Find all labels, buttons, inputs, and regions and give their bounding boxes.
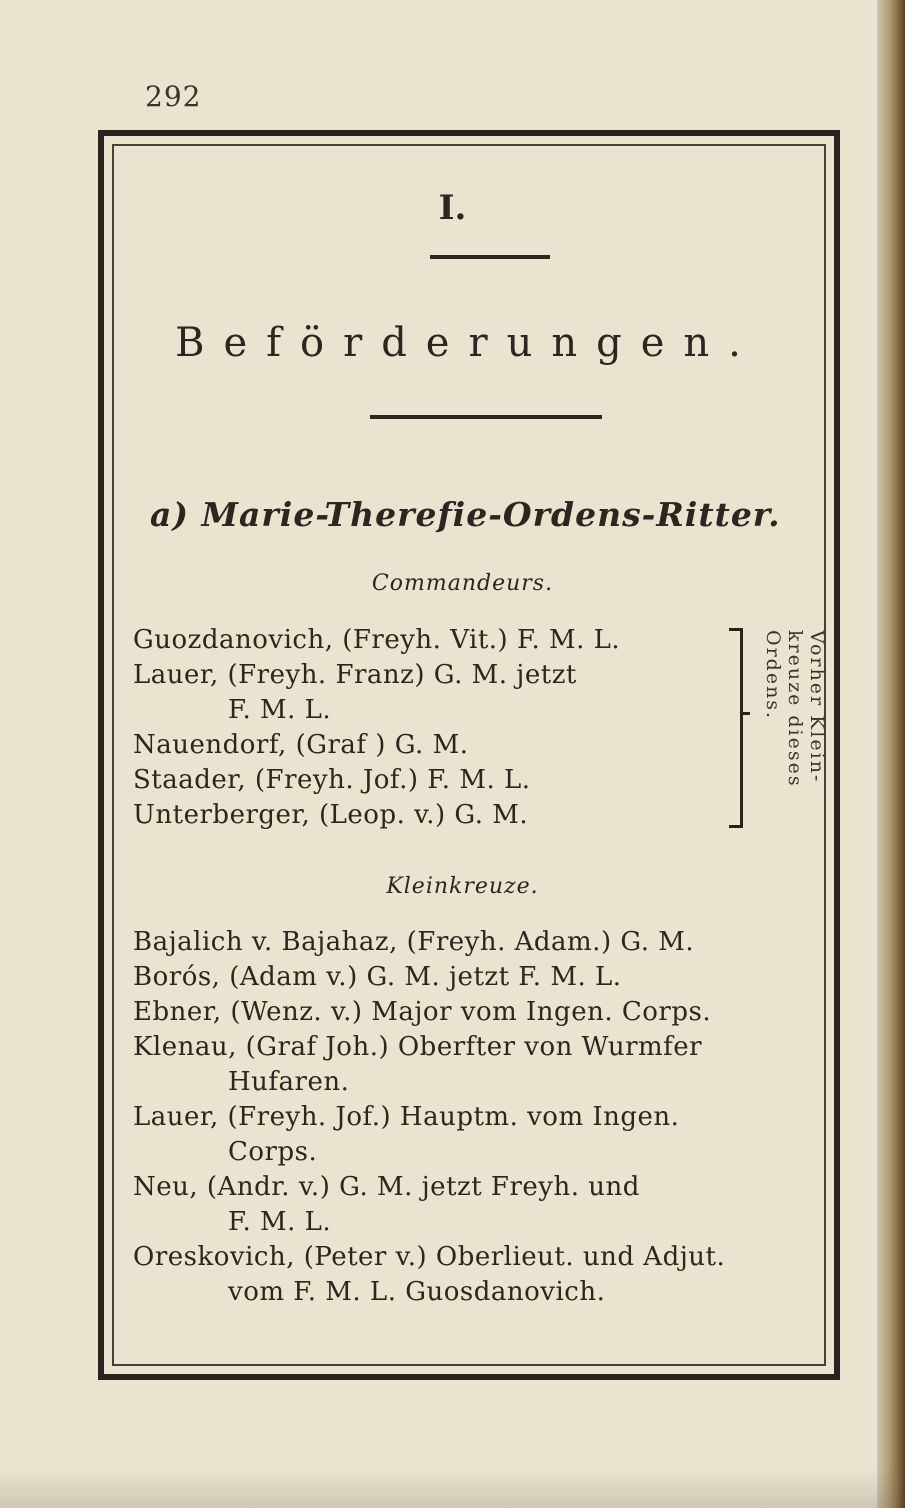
divider-rule — [370, 415, 602, 419]
list-item — [133, 995, 833, 1030]
section-number: I. — [438, 188, 467, 228]
entry-line: Nauendorf, (Graf ) G. M. — [133, 730, 469, 760]
subsection-label-commandeurs: Commandeurs. — [371, 571, 554, 596]
entry-line: Ebner, (Wenz. v.) Major vom Ingen. Corps. — [133, 997, 712, 1027]
kleinkreuze-list — [133, 925, 833, 1310]
list-item — [133, 658, 733, 728]
entry-line: Guozdanovich, (Freyh. Vit.) F. M. L. — [133, 625, 621, 655]
side-note-line: Vorher Klein- — [806, 630, 828, 784]
divider-rule — [430, 255, 550, 259]
list-item — [133, 960, 833, 995]
list-item — [133, 763, 733, 798]
page-shadow — [0, 1468, 905, 1508]
entry-line: Staader, (Freyh. Jof.) F. M. L. — [133, 765, 531, 795]
entry-line: Oreskovich, (Peter v.) Oberlieut. und Adjut. — [133, 1242, 726, 1272]
entry-line: Lauer, (Freyh. Jof.) Hauptm. vom Ingen. — [133, 1102, 680, 1132]
list-item — [133, 798, 733, 833]
list-item — [133, 1100, 833, 1170]
page-number: 292 — [145, 80, 202, 113]
entry-continuation: Hufaren. — [228, 1067, 350, 1097]
brace-tip — [740, 712, 750, 715]
entry-continuation: vom F. M. L. Guosdanovich. — [228, 1277, 606, 1307]
entry-line: Neu, (Andr. v.) G. M. jetzt Freyh. und — [133, 1172, 640, 1202]
list-item — [133, 1170, 833, 1240]
side-note-line: Ordens. — [762, 630, 784, 721]
entry-line: Unterberger, (Leop. v.) G. M. — [133, 800, 529, 830]
entry-continuation: Corps. — [228, 1137, 318, 1167]
list-item — [133, 925, 833, 960]
list-item — [133, 728, 733, 763]
entry-line: Lauer, (Freyh. Franz) G. M. jetzt — [133, 660, 577, 690]
curly-brace — [722, 628, 743, 828]
entry-line: Klenau, (Graf Joh.) Oberfter von Wurmfer — [133, 1032, 703, 1062]
side-note-line: kreuze dieses — [784, 630, 806, 788]
page-title: Beförderungen. — [175, 320, 760, 366]
entry-continuation: F. M. L. — [228, 1207, 332, 1237]
side-note — [762, 630, 828, 840]
entry-line: Bajalich v. Bajahaz, (Freyh. Adam.) G. M. — [133, 927, 695, 957]
list-item — [133, 1030, 833, 1100]
list-item — [133, 623, 733, 658]
subsection-label-kleinkreuze: Kleinkreuze. — [386, 874, 539, 899]
list-item — [133, 1240, 833, 1310]
entry-line: Borós, (Adam v.) G. M. jetzt F. M. L. — [133, 962, 622, 992]
entry-continuation: F. M. L. — [228, 695, 332, 725]
section-heading: a) Marie-Therefie-Ordens-Ritter. — [150, 495, 781, 534]
commandeurs-list — [133, 623, 733, 833]
